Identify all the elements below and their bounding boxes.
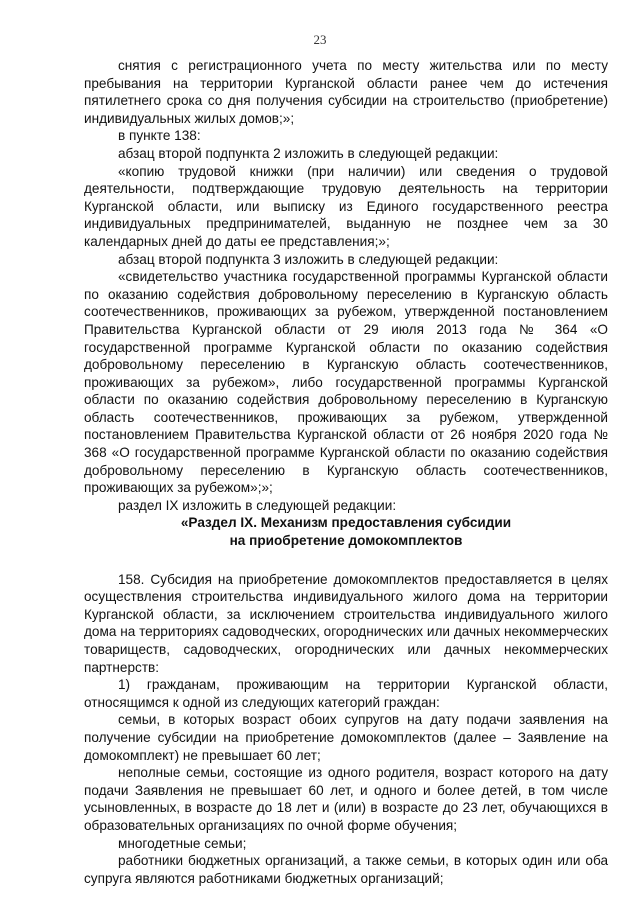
paragraph: «копию трудовой книжки (при наличии) или сведения о трудовой деятельности, подтверждающие трудовую деятельность на территории Курганской области, или выписку из Единого государственного реестра индивидуальных предпринимателей, выданную не позднее чем за 30 календарных дней до даты ее представления;»;	[84, 163, 608, 249]
paragraph: многодетные семьи;	[118, 835, 247, 851]
paragraph: раздел IX изложить в следующей редакции:	[118, 497, 397, 513]
paragraph: снятия с регистрационного учета по месту жительства или по месту пребывания на территории Курганской области ранее чем до истечения пятилетнего срока со дня получения субсидии на строительство (приобретение) индивидуальных жилых домов;»;	[84, 58, 608, 126]
paragraph: в пункте 138:	[118, 128, 201, 144]
section-heading	[84, 514, 608, 549]
document-body	[84, 57, 608, 887]
section-heading-line-1: «Раздел IX. Механизм предоставления субсидии	[180, 515, 512, 531]
paragraph: 1) гражданам, проживающим на территории Курганской области, относящимся к одной из следующих категорий граждан:	[84, 677, 608, 710]
paragraph: абзац второй подпункта 2 изложить в следующей редакции:	[118, 145, 499, 161]
paragraph: неполные семьи, состоящие из одного родителя, возраст которого на дату подачи Заявления не превышает 60 лет, и одного и более детей, в том числе усыновленных, в возрасте до 18 лет и (или) в возрасте до 23 лет, обучающихся в образовательных организациях по очной форме обучения;	[84, 765, 608, 833]
page-number: 23	[313, 32, 327, 47]
section-heading-line-2: на приобретение домокомплектов	[229, 533, 463, 549]
paragraph: 158. Субсидия на приобретение домокомплектов предоставляется в целях осуществления строительства индивидуального жилого дома на территории Курганской области, за исключением строительства индивидуального жилого дома на территориях садоводческих, огороднических или дачных некоммерческих товариществ, садоводческих, огороднических или дачных некоммерческих партнерств:	[84, 571, 608, 675]
paragraph: «свидетельство участника государственной программы Курганской области по оказанию содействия добровольному переселению в Курганскую область соотечественников, проживающих за рубежом, утвержденной постановлением Правительства Курганской области от 29 июля 2013 года № 364 «О государственной программе Курганской области по оказанию содействия добровольному переселению в Курганскую область соотечественников, проживающих за рубежом», либо государственной программы Курганской области по оказанию содействия добровольному переселению в Курганскую область соотечественников, проживающих за рубежом, утвержденной постановлением Правительства Курганской области от 26 ноября 2020 года № 368 «О государственной программе Курганской области по оказанию содействия добровольному переселению в Курганскую область соотечественников, проживающих за рубежом»;»;	[84, 269, 608, 496]
paragraph: работники бюджетных организаций, а также семьи, в которых один или оба супруга являются работниками бюджетных организаций;	[84, 853, 608, 886]
paragraph: семьи, в которых возраст обоих супругов на дату подачи заявления на получение субсидии на приобретение домокомплектов (далее – Заявление на домокомплект) не превышает 60 лет;	[84, 712, 608, 763]
paragraph: абзац второй подпункта 3 изложить в следующей редакции:	[118, 251, 499, 267]
